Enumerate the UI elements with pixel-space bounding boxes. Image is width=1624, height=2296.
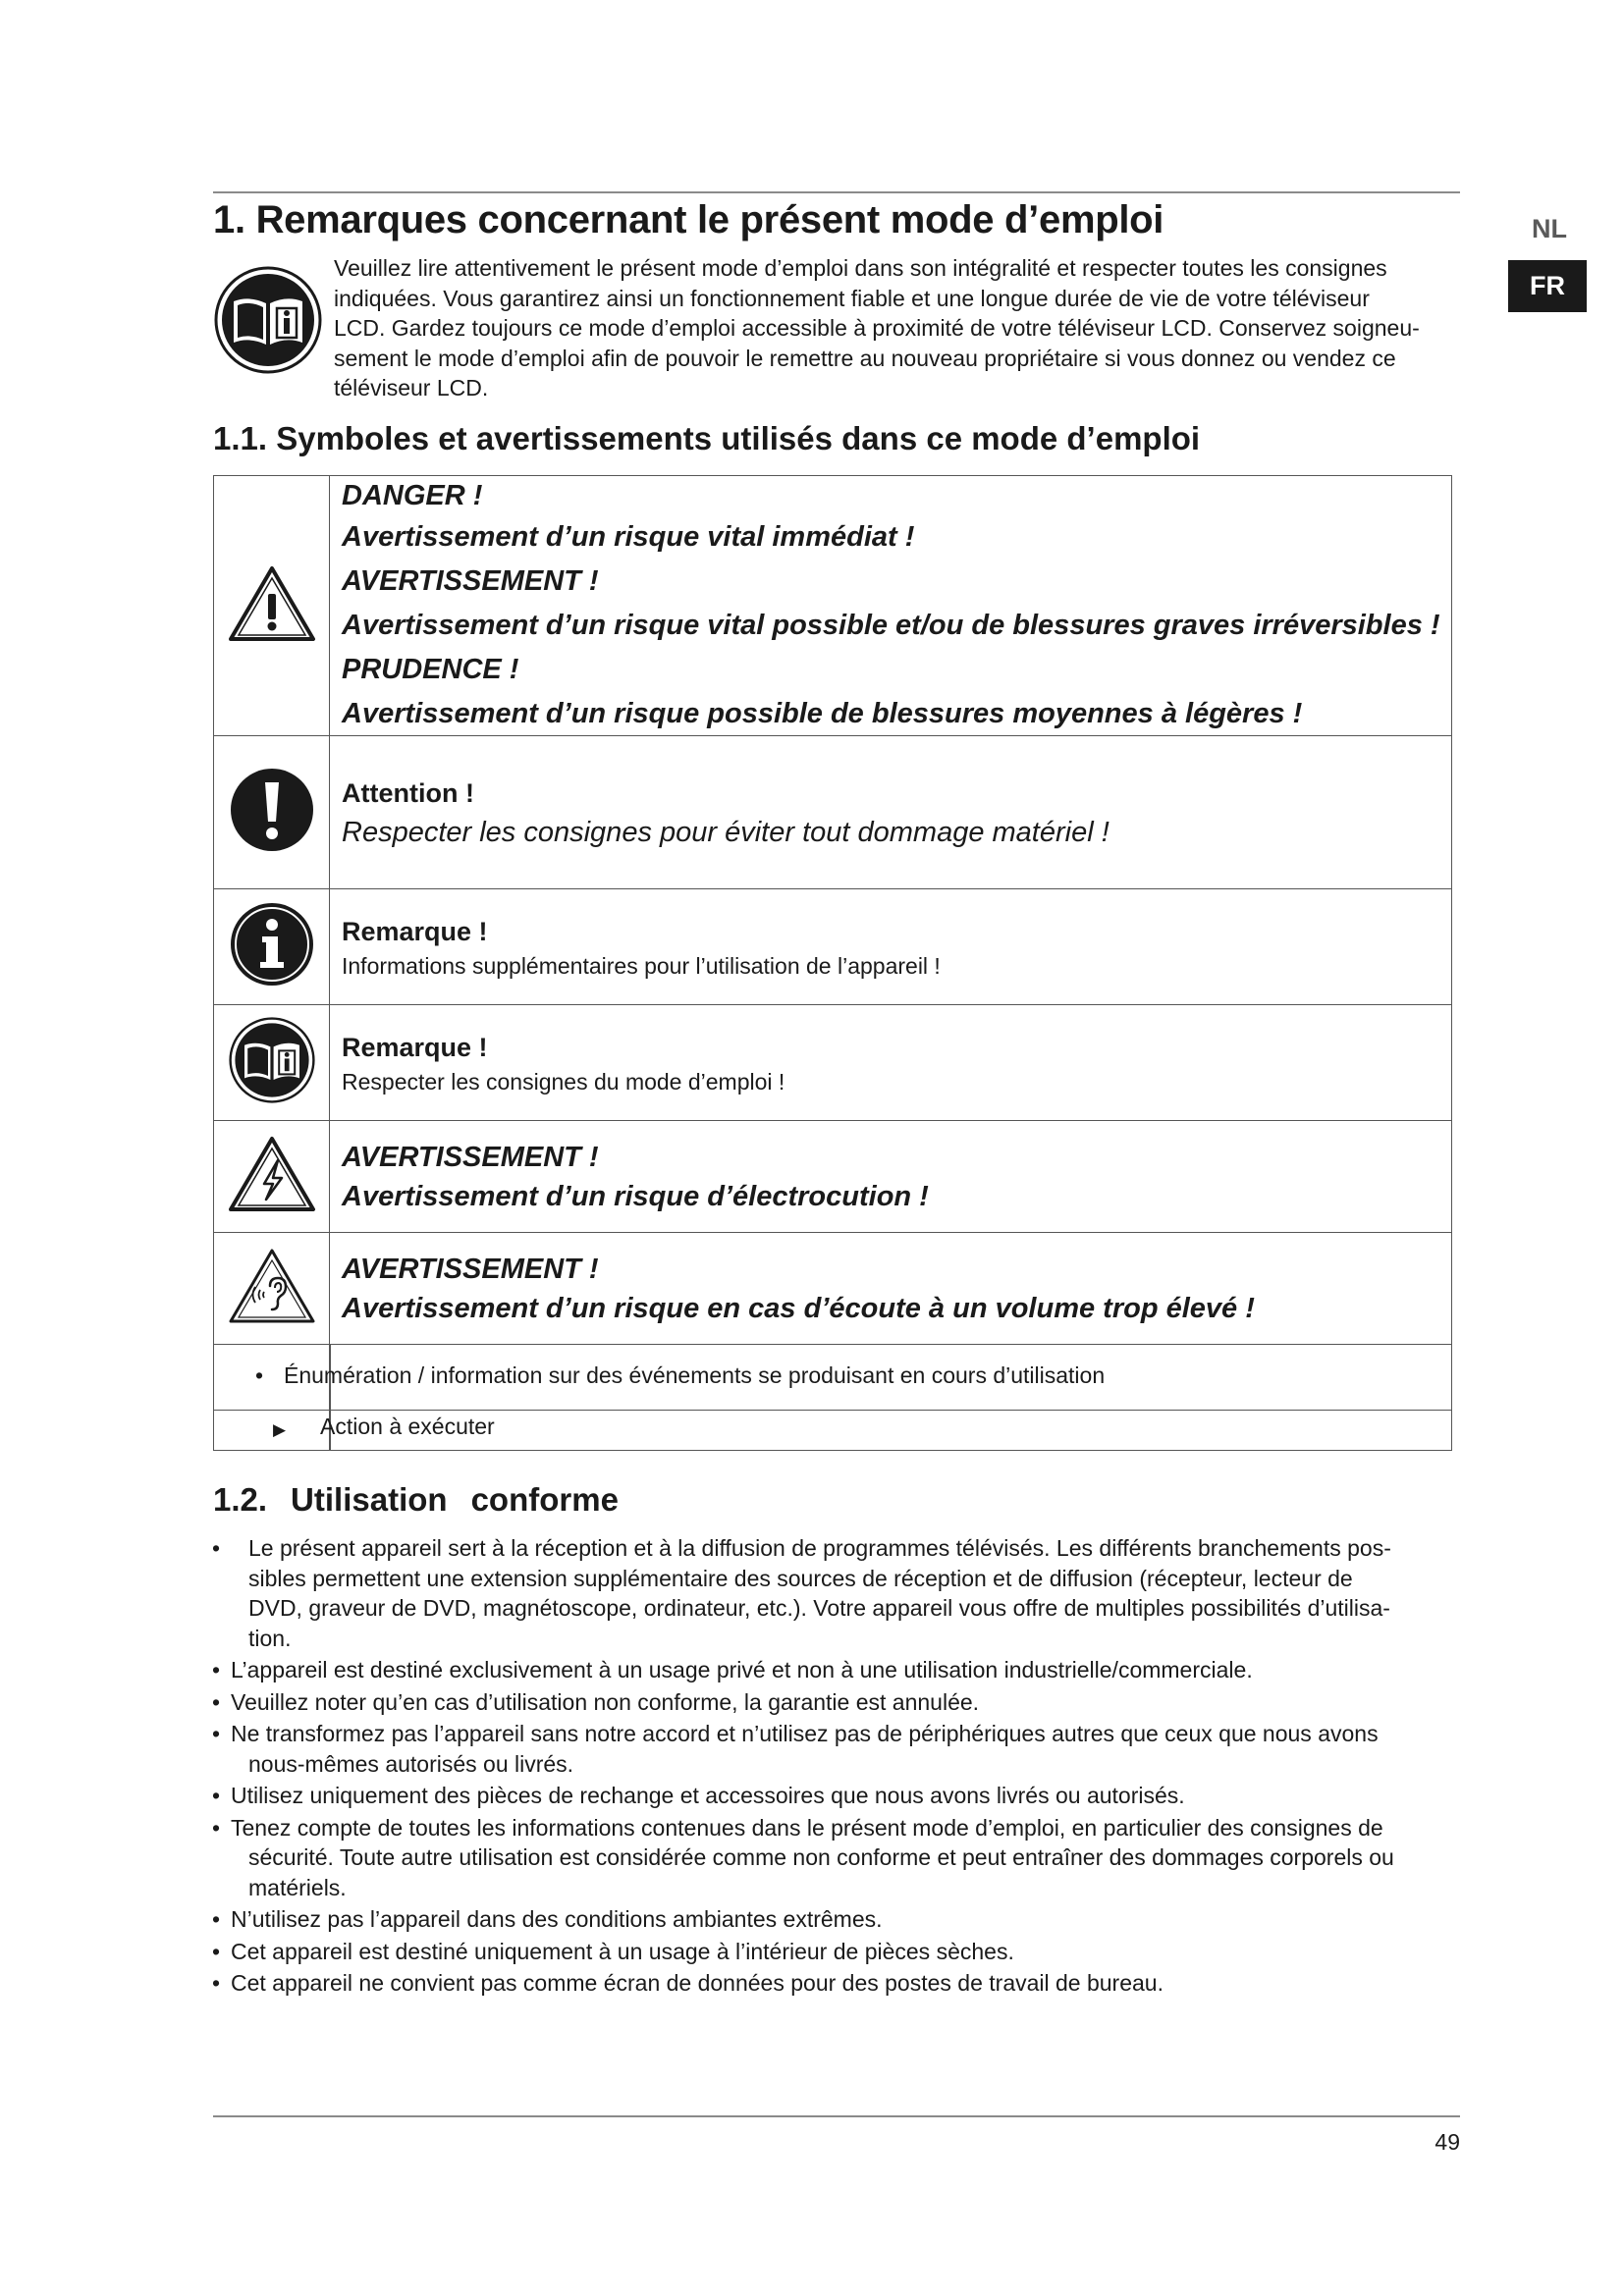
action-cell — [214, 1411, 1452, 1451]
warning-title: AVERTISSEMENT ! — [342, 565, 599, 597]
lang-tab-nl[interactable]: NL — [1532, 214, 1567, 243]
note1-text: Informations supplémentaires pour l’utilisation de l’appareil ! — [342, 952, 941, 979]
bullet-dot: • — [212, 1535, 221, 1561]
intro-line: Veuillez lire attentivement le présent mode d’emploi dans son intégralité et respecter toutes les consignes — [334, 255, 1387, 281]
volume-text: Avertissement d’un risque en cas d’écoute à un volume trop élevé ! — [342, 1292, 1255, 1324]
enum-text: Énumération / information sur des événements se produisant en cours d’utilisation — [284, 1362, 1106, 1388]
list-item — [209, 1781, 1466, 1811]
exclamation-icon — [229, 767, 315, 853]
bullet-dot: • — [212, 1814, 221, 1841]
text-cell — [330, 1005, 1452, 1121]
elec-text: Avertissement d’un risque d’électrocution ! — [342, 1180, 929, 1212]
bottom-rule — [213, 2115, 1460, 2117]
danger-text: Avertissement d’un risque vital immédiat ! — [342, 521, 915, 553]
icon-cell — [214, 889, 330, 1005]
table-row — [214, 736, 1452, 889]
bullet-dot: • — [212, 1938, 221, 1964]
bullet-line: L’appareil est destiné exclusivement à un usage privé et non à une utilisation industrielle/commerciale. — [231, 1657, 1253, 1682]
list-item — [209, 1904, 1466, 1935]
caution-title: PRUDENCE ! — [342, 654, 519, 685]
bullet-dot: • — [212, 1970, 221, 1996]
volume-title: AVERTISSEMENT ! — [342, 1253, 599, 1285]
icon-cell — [214, 736, 330, 889]
bullet-line: sibles permettent une extension supplémentaire des sources de réception et de diffusion (récepteur, lecteur de — [248, 1565, 1353, 1591]
electric-shock-icon — [227, 1135, 317, 1213]
text-cell — [330, 1121, 1452, 1233]
text-cell — [330, 889, 1452, 1005]
bullet-dot: • — [212, 1721, 221, 1746]
manual-info-icon — [214, 266, 322, 374]
bullet-dot: • — [212, 1688, 221, 1715]
intro-line: téléviseur LCD. — [334, 375, 489, 400]
table-row — [214, 1345, 1452, 1411]
icon-cell — [214, 1005, 330, 1121]
note2-title: Remarque ! — [342, 1032, 488, 1062]
bullet-line: tion. — [248, 1625, 292, 1651]
table-row — [214, 476, 1452, 736]
intro-line: LCD. Gardez toujours ce mode d’emploi accessible à proximité de votre téléviseur LCD. Conservez soigneu- — [334, 315, 1420, 341]
intro-paragraph — [334, 253, 1463, 403]
warning-text: Avertissement d’un risque vital possible et/ou de blessures graves irréversibles ! — [342, 610, 1440, 641]
bullet-line: Utilisez uniquement des pièces de rechange et accessoires que nous avons livrés ou autorisés. — [231, 1783, 1185, 1808]
intro-line: sement le mode d’emploi afin de pouvoir le remettre au nouveau propriétaire si vous donnez ou vendez ce — [334, 345, 1396, 371]
attention-text: Respecter les consignes pour éviter tout dommage matériel ! — [342, 816, 1110, 848]
page-number: 49 — [1435, 2129, 1460, 2155]
text-cell — [330, 736, 1452, 889]
bullet-line: Tenez compte de toutes les informations contenues dans le présent mode d’emploi, en particulier des consignes de — [231, 1814, 1383, 1841]
intro-line: indiquées. Vous garantirez ainsi un fonctionnement fiable et une longue durée de vie de votre téléviseur — [334, 285, 1370, 311]
table-row — [214, 889, 1452, 1005]
heading-1-2-word2: conforme — [470, 1481, 619, 1518]
manual-info-icon — [229, 1017, 315, 1103]
list-item — [209, 1937, 1466, 1967]
icon-cell — [214, 1121, 330, 1233]
list-item — [209, 1813, 1466, 1903]
warning-triangle-icon — [227, 564, 317, 643]
note1-title: Remarque ! — [342, 916, 488, 946]
list-item — [209, 1719, 1466, 1779]
bullet-line: matériels. — [248, 1874, 347, 1900]
text-cell — [330, 476, 1452, 736]
bullet-dot: • — [212, 1906, 221, 1932]
heading-1-1: 1.1. Symboles et avertissements utilisés dans ce mode d’emploi — [213, 420, 1201, 456]
list-item — [209, 1968, 1466, 1999]
bullet-line: Veuillez noter qu’en cas d’utilisation non conforme, la garantie est annulée. — [231, 1688, 980, 1715]
bullet-line: N’utilisez pas l’appareil dans des conditions ambiantes extrêmes. — [231, 1906, 883, 1932]
table-row — [214, 1411, 1452, 1451]
info-icon — [229, 901, 315, 988]
enum-bullet: • — [255, 1362, 264, 1388]
bullet-line: Le présent appareil sert à la réception et à la diffusion de programmes télévisés. Les différents branchements pos- — [248, 1535, 1391, 1561]
usage-bullet-list — [209, 1533, 1466, 1999]
play-arrow-icon: ▶ — [273, 1420, 287, 1439]
table-row — [214, 1121, 1452, 1233]
icon-cell — [214, 1233, 330, 1345]
table-row — [214, 1005, 1452, 1121]
bullet-line: nous-mêmes autorisés ou livrés. — [248, 1750, 574, 1777]
danger-title: DANGER ! — [342, 480, 483, 511]
heading-1-2-word1: Utilisation — [291, 1481, 448, 1518]
icon-cell — [214, 476, 330, 736]
list-item — [209, 1687, 1466, 1718]
heading-1-2-number: 1.2. — [213, 1481, 268, 1518]
elec-title: AVERTISSEMENT ! — [342, 1141, 599, 1173]
note2-text: Respecter les consignes du mode d’emploi ! — [342, 1068, 785, 1095]
attention-title: Attention ! — [342, 777, 474, 808]
bullet-line: DVD, graveur de DVD, magnétoscope, ordinateur, etc.). Votre appareil vous offre de multiples possibilités d’utilisa- — [248, 1595, 1390, 1621]
bullet-line: sécurité. Toute autre utilisation est considérée comme non conforme et peut entraîner des dommages corporels ou — [248, 1844, 1394, 1870]
bullet-line: Cet appareil ne convient pas comme écran de données pour des postes de travail de bureau. — [231, 1970, 1164, 1996]
heading-1: 1. Remarques concernant le présent mode d’emploi — [213, 198, 1164, 241]
list-item — [209, 1533, 1466, 1653]
hearing-volume-icon — [227, 1247, 317, 1325]
action-text: Action à exécuter — [320, 1414, 495, 1439]
heading-1-2 — [213, 1481, 619, 1519]
text-cell — [330, 1233, 1452, 1345]
lang-tab-fr[interactable]: FR — [1508, 260, 1587, 312]
bullet-line: Ne transformez pas l’appareil sans notre accord et n’utilisez pas de périphériques autres que ceux que nous avons — [231, 1721, 1379, 1746]
symbols-table — [213, 475, 1452, 1451]
bullet-line: Cet appareil est destiné uniquement à un usage à l’intérieur de pièces sèches. — [231, 1938, 1014, 1964]
caution-text: Avertissement d’un risque possible de blessures moyennes à légères ! — [342, 698, 1303, 729]
top-rule — [213, 191, 1460, 193]
table-row — [214, 1233, 1452, 1345]
enumeration-cell — [214, 1345, 1452, 1411]
list-item — [209, 1655, 1466, 1685]
bullet-dot: • — [212, 1783, 221, 1808]
bullet-dot: • — [212, 1657, 221, 1682]
